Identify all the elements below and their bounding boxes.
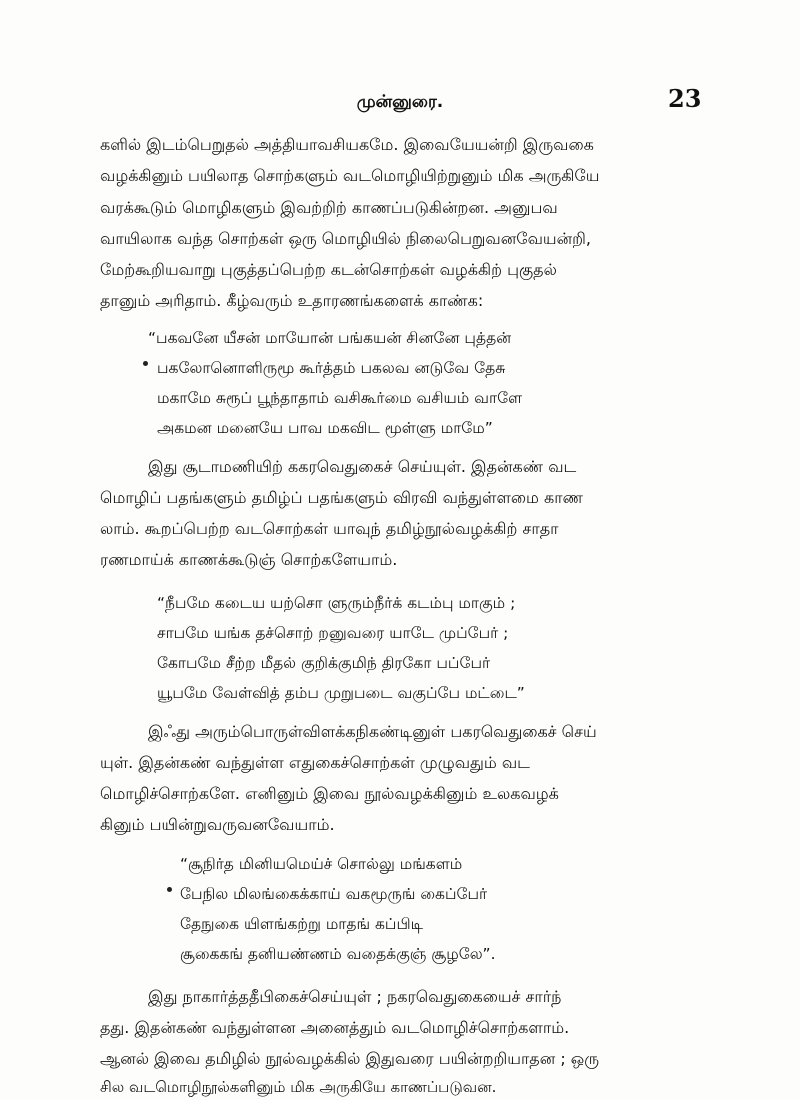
para1-line-1: களில் இடம்பெறுதல் அத்தியாவசியகமே. இவையேயன்றி இருவகை	[100, 135, 594, 154]
verse3-line-1: “சூநிர்த மினியமெய்ச் சொல்லு மங்களம்	[180, 855, 463, 873]
para4-line-4: சில வடமொழிநூல்களினும் மிக அருகியே காணப்படுவன.	[100, 1078, 497, 1096]
para2-line-3: லாம். கூறப்பெற்ற வடசொற்கள் யாவுந் தமிழ்நூல்வழக்கிற் சாதா	[100, 519, 559, 538]
page-number: 23	[668, 84, 702, 113]
verse2-line-4: யூபமே வேள்வித் தம்ப முறுபடை வகுப்பே மட்டை”	[157, 684, 525, 702]
para2-line-2: மொழிப் பதங்களும் தமிழ்ப் பதங்களும் விரவி வந்துள்ளமை காண	[100, 488, 583, 507]
para3-line-3: மொழிச்சொற்களே. எனினும் இவை நூல்வழக்கினும் உலகவழக்	[100, 784, 559, 803]
verse1-line-4: அகமன மனையே பாவ மகவிட மூள்ளு மாமே”	[157, 419, 493, 437]
verse1-line-1: “பகவனே யீசன் மாயோன் பங்கயன் சினனே புத்தன்	[148, 329, 512, 347]
margin-dot	[167, 887, 172, 892]
para4-line-1: இது நாகார்த்ததீபிகைச்செய்யுள் ; நகரவெதுகையைச் சார்ந்	[148, 987, 562, 1006]
para2-line-1: இது சூடாமணியிற் ககரவெதுகைச் செய்யுள். இதன்கண் வட	[148, 457, 577, 476]
para1-line-4: வாயிலாக வந்த சொற்கள் ஒரு மொழியில் நிலைபெறுவனவேயன்றி,	[100, 229, 591, 248]
para3-line-4: கினும் பயின்றுவருவனவேயாம்.	[100, 815, 335, 834]
para3-line-1: இஃது அரும்பொருள்விளக்கநிகண்டினுள் பகரவெதுகைச் செய்	[148, 722, 597, 741]
verse2-line-1: “நீபமே கடைய யற்சொ ளுரும்நீர்க் கடம்பு மாகும் ;	[157, 594, 516, 612]
para1-line-6: தானும் அரிதாம். கீழ்வரும் உதாரணங்களைக் காண்க:	[100, 291, 484, 310]
para4-line-2: தது. இதன்கண் வந்துள்ளன அனைத்தும் வடமொழிச்சொற்களாம்.	[100, 1018, 570, 1037]
verse1-line-2: பகலோனொளிருமூ கூர்த்தம் பகலவ னடுவே தேசு	[157, 359, 506, 377]
para1-line-2: வழக்கினும் பயிலாத சொற்களும் வடமொழியிற்றுனும் மிக அருகியே	[100, 166, 600, 185]
running-head: முன்னுரை.	[356, 92, 444, 112]
margin-dot	[143, 361, 148, 366]
verse1-line-3: மகாமே சுரூப் பூந்தாதாம் வசிகூர்மை வசியம் வாளே	[157, 389, 523, 407]
verse2-line-3: கோபமே சீற்ற மீதல் குறிக்குமிந் திரகோ பப்பேர்	[157, 654, 491, 672]
verse3-line-4: சூகைகங் தனியண்ணம் வதைக்குஞ் சூழலே”.	[180, 945, 496, 963]
verse3-line-3: தேநுகை யிளங்கற்று மாதங் கப்பிடி	[180, 915, 423, 933]
verse2-line-2: சாபமே யங்க தச்சொற் றனுவரை யாடே முப்பேர் ;	[157, 624, 509, 642]
para2-line-4: ரணமாய்க் காணக்கூடுஞ் சொற்களேயாம்.	[100, 550, 398, 569]
para3-line-2: யுள். இதன்கண் வந்துள்ள எதுகைச்சொற்கள் முழுவதும் வட	[100, 753, 530, 772]
para1-line-3: வரக்கூடும் மொழிகளும் இவற்றிற் காணப்படுகின்றன. அனுபவ	[100, 198, 558, 217]
para4-line-3: ஆனல் இவை தமிழில் நூல்வழக்கில் இதுவரை பயின்றறியாதன ; ஒரு	[100, 1049, 600, 1068]
para1-line-5: மேற்கூறியவாறு புகுத்தப்பெற்ற கடன்சொற்கள் வழக்கிற் புகுதல்	[100, 260, 557, 279]
verse3-line-2: பேநில மிலங்கைக்காய் வகமூருங் கைப்பேர்	[180, 885, 488, 903]
